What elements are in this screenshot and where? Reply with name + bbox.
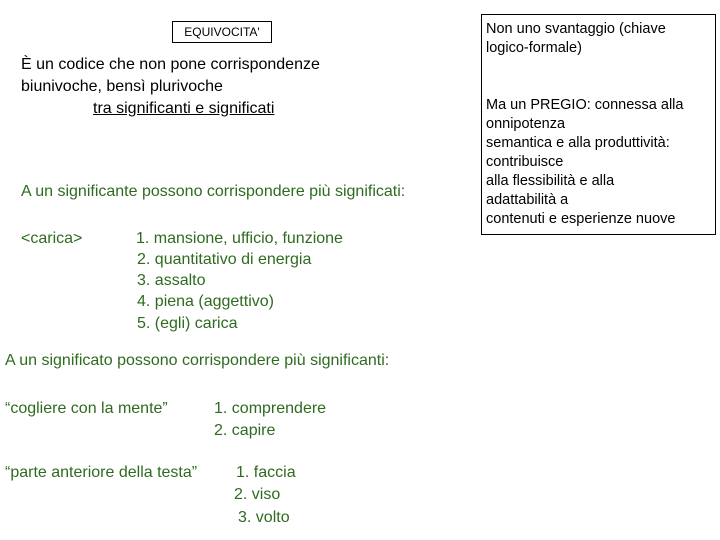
section1-term: <carica> (21, 230, 83, 247)
section2-example2-item-3: 3. volto (238, 509, 290, 526)
section2-example1-item-1: 1. comprendere (214, 400, 327, 417)
sidebar-para2-line-6: adattabilità a (486, 192, 569, 208)
section1-meaning-5: 5. (egli) carica (137, 315, 238, 332)
sidebar-para2-line-7: contenuti e esperienze nuove (486, 211, 676, 227)
sidebar-para1-line-2: logico-formale) (486, 40, 582, 56)
section2-example2-term: “parte anteriore della testa” (5, 464, 198, 481)
section2-heading: A un significato possono corrispondere più significanti: (5, 352, 390, 369)
intro-line-1: È un codice che non pone corrispondenze (21, 56, 320, 73)
sidebar-para1-line-1: Non uno svantaggio (chiave (486, 21, 666, 37)
section1-meaning-4: 4. piena (aggettivo) (137, 293, 274, 310)
section1-meaning-2: 2. quantitativo di energia (137, 251, 312, 268)
section1-meaning-1: 1. mansione, ufficio, funzione (136, 230, 343, 247)
sidebar-para2-line-2: onnipotenza (486, 116, 566, 132)
section2-example1-term: “cogliere con la mente” (5, 400, 168, 417)
sidebar-box (481, 14, 716, 235)
intro-line-3: tra significanti e significati (93, 100, 275, 117)
intro-line-2: biunivoche, bensì plurivoche (21, 78, 223, 95)
section2-example2-item-1: 1. faccia (236, 464, 296, 481)
sidebar-para2-line-4: contribuisce (486, 154, 564, 170)
sidebar-para2-line-5: alla flessibilità e alla (486, 173, 615, 189)
title-box: EQUIVOCITA' (172, 21, 272, 43)
sidebar-para2-line-1: Ma un PREGIO: connessa alla (486, 97, 684, 113)
section2-example2-item-2: 2. viso (234, 486, 281, 503)
sidebar-para2-line-3: semantica e alla produttività: (486, 135, 670, 151)
section2-example1-item-2: 2. capire (214, 422, 276, 439)
section1-meaning-3: 3. assalto (137, 272, 206, 289)
section1-heading: A un significante possono corrispondere più significati: (21, 183, 406, 200)
